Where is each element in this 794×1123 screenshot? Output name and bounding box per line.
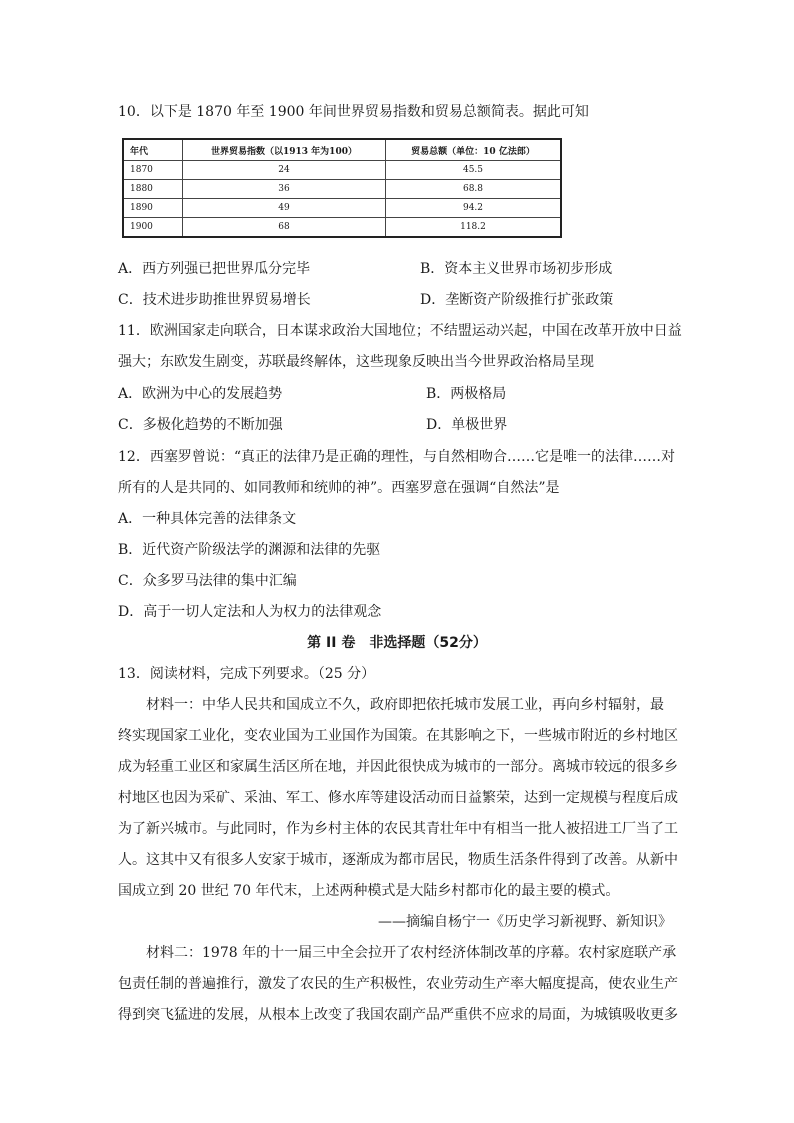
table-row bbox=[123, 199, 561, 218]
q12-line-2: 所有的人是共同的、如同教师和统帅的神”。西塞罗意在强调“自然法”是 bbox=[118, 480, 560, 496]
q13-material-2-line: 包责任制的普遍推行，激发了农民的生产积极性，农业劳动生产率大幅度提高，使农业生产 bbox=[118, 976, 678, 992]
q11-option-d: D．单极世界 bbox=[426, 417, 508, 433]
cell-index: 49 bbox=[183, 199, 386, 218]
table-row bbox=[123, 161, 561, 180]
q13-material-1-line: 终实现国家工业化，变农业国为工业国作为国策。在其影响之下，一些城市附近的乡村地区 bbox=[118, 728, 678, 744]
q13-material-1-line: 村地区也因为采矿、采油、军工、修水库等建设活动而日益繁荣，达到一定规模与程度后成 bbox=[118, 790, 678, 806]
q11-line-1: 11．欧洲国家走向联合，日本谋求政治大国地位；不结盟运动兴起，中国在改革开放中日益 bbox=[118, 323, 682, 339]
q13-material-2-line: 得到突飞猛进的发展，从根本上改变了我国农副产品严重供不应求的局面，为城镇吸收更多 bbox=[118, 1007, 678, 1023]
trade-table bbox=[122, 138, 562, 238]
header-year: 年代 bbox=[123, 139, 183, 161]
cell-year: 1890 bbox=[123, 199, 183, 218]
cell-year: 1870 bbox=[123, 161, 183, 180]
q11-option-b: B．两极格局 bbox=[426, 386, 507, 402]
q13-material-1-source: ——摘编自杨宁一《历史学习新视野、新知识》 bbox=[378, 914, 672, 930]
cell-index: 36 bbox=[183, 180, 386, 199]
q12-option-c: C．众多罗马法律的集中汇编 bbox=[118, 573, 297, 589]
q12-option-b: B．近代资产阶级法学的渊源和法律的先驱 bbox=[118, 542, 381, 558]
q10-option-b: B．资本主义世界市场初步形成 bbox=[420, 261, 613, 277]
q13-material-1-line: 国成立到 20 世纪 70 年代末，上述两种模式是大陆乡村都市化的最主要的模式。 bbox=[118, 883, 620, 899]
header-total: 贸易总额（单位：10 亿法郎） bbox=[386, 139, 562, 161]
q13-stem: 13．阅读材料，完成下列要求。（25 分） bbox=[118, 666, 376, 682]
cell-year: 1900 bbox=[123, 218, 183, 238]
q11-line-2: 强大；东欧发生剧变，苏联最终解体，这些现象反映出当今世界政治格局呈现 bbox=[118, 354, 594, 370]
q10-option-d: D．垄断资产阶级推行扩张政策 bbox=[420, 292, 614, 308]
q13-material-1-line: 成为轻重工业区和家属生活区所在地，并因此很快成为城市的一部分。离城市较远的很多乡 bbox=[118, 759, 678, 775]
cell-total: 94.2 bbox=[386, 199, 562, 218]
q10-stem: 10．以下是 1870 年至 1900 年间世界贸易指数和贸易总额简表。据此可知 bbox=[118, 104, 589, 120]
cell-index: 24 bbox=[183, 161, 386, 180]
q12-option-d: D．高于一切人定法和人为权力的法律观念 bbox=[118, 604, 382, 620]
q10-option-a: A．西方列强已把世界瓜分完毕 bbox=[118, 261, 311, 277]
header-index: 世界贸易指数（以1913 年为100） bbox=[183, 139, 386, 161]
q12-option-a: A．一种具体完善的法律条文 bbox=[118, 511, 297, 527]
q13-material-1-line: 材料一：中华人民共和国成立不久，政府即把依托城市发展工业，再向乡村辐射，最 bbox=[146, 697, 664, 713]
q11-option-a: A．欧洲为中心的发展趋势 bbox=[118, 386, 283, 402]
q10-option-c: C．技术进步助推世界贸易增长 bbox=[118, 292, 311, 308]
cell-year: 1880 bbox=[123, 180, 183, 199]
q12-line-1: 12．西塞罗曾说：“真正的法律乃是正确的理性，与自然相吻合……它是唯一的法律……对 bbox=[118, 449, 675, 465]
table-row bbox=[123, 180, 561, 199]
q13-material-1-line: 人。这其中又有很多人安家于城市，逐渐成为都市居民，物质生活条件得到了改善。从新中 bbox=[118, 852, 678, 868]
cell-total: 118.2 bbox=[386, 218, 562, 238]
trade-table-header bbox=[123, 139, 561, 161]
q11-option-c: C．多极化趋势的不断加强 bbox=[118, 417, 283, 433]
section-heading: 第 II 卷 非选择题（52分） bbox=[307, 635, 487, 651]
q13-material-2-line: 材料二：1978 年的十一届三中全会拉开了农村经济体制改革的序幕。农村家庭联产承 bbox=[146, 945, 677, 961]
table-row bbox=[123, 218, 561, 238]
q13-material-1-line: 为了新兴城市。与此同时，作为乡村主体的农民其青壮年中有相当一批人被招进工厂当了工 bbox=[118, 821, 678, 837]
cell-total: 68.8 bbox=[386, 180, 562, 199]
cell-index: 68 bbox=[183, 218, 386, 238]
cell-total: 45.5 bbox=[386, 161, 562, 180]
